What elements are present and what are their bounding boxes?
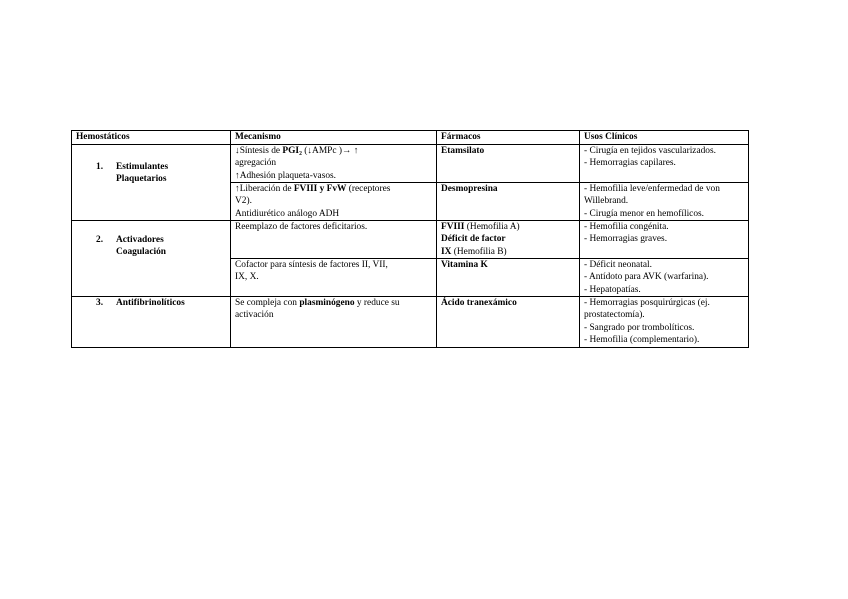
category-label: Coagulación xyxy=(116,247,167,258)
use-item: - Hemorragias capilares. xyxy=(584,158,676,169)
use-item: Willebrand. xyxy=(584,196,629,207)
category-number: 2. xyxy=(96,235,104,245)
mechanism-text: Se compleja con xyxy=(235,298,300,308)
mechanism-text: Reemplazo de factores deficitarios. xyxy=(235,222,368,232)
use-item: - Sangrado por trombolíticos. xyxy=(584,322,695,333)
use-item: - Hemofilia congénita. xyxy=(584,222,669,232)
category-antifibrinoliticos xyxy=(72,297,231,348)
table-row xyxy=(72,145,749,183)
mechanism-cell xyxy=(231,221,437,259)
category-estimulantes-plaquetarios xyxy=(72,145,231,221)
mechanism-cell xyxy=(231,183,437,221)
mechanism-text: ↑Adhesión plaqueta-vasos. xyxy=(235,170,337,181)
mechanism-cell xyxy=(231,145,437,183)
use-item: - Déficit neonatal. xyxy=(584,260,652,270)
drug-cell xyxy=(437,297,580,348)
drug-name: IX xyxy=(441,246,452,257)
mechanism-text: agregación xyxy=(235,158,277,169)
mechanism-text: y reduce su xyxy=(354,298,400,308)
category-label: Activadores xyxy=(116,235,164,245)
mechanism-text: Antidiurético análogo ADH xyxy=(235,208,340,219)
header-usos-clinicos: Usos Clínicos xyxy=(580,131,749,145)
mechanism-cell xyxy=(231,297,437,348)
use-item: - Antídoto para AVK (warfarina). xyxy=(584,272,709,283)
drug-cell xyxy=(437,183,580,221)
use-item: - Cirugía en tejidos vascularizados. xyxy=(584,146,716,156)
mechanism-text: ↑Liberación de xyxy=(235,184,294,194)
drug-name: Desmopresina xyxy=(441,184,498,194)
table-row xyxy=(72,221,749,259)
drug-name: Etamsilato xyxy=(441,146,485,156)
uses-cell xyxy=(580,183,749,221)
mechanism-text: activación xyxy=(235,310,274,321)
uses-cell xyxy=(580,259,749,297)
mechanism-bold: plasminógeno xyxy=(299,298,355,308)
category-label: Estimulantes xyxy=(116,162,169,172)
use-item: - Hemorragias graves. xyxy=(584,234,668,245)
drug-name: FVIII xyxy=(441,222,465,232)
header-farmacos: Fármacos xyxy=(437,131,580,145)
mechanism-text: Cofactor para síntesis de factores II, VII, xyxy=(235,260,388,270)
mechanism-cell xyxy=(231,259,437,297)
category-number: 3. xyxy=(96,298,104,308)
mechanism-text: (receptores xyxy=(346,184,391,194)
category-label: Antifibrinolíticos xyxy=(116,298,185,308)
mechanism-text: (↓AMPc )→ ↑ xyxy=(301,146,359,156)
use-item: - Hemorragias posquirúrgicas (ej. xyxy=(584,298,710,308)
use-item: prostatectomía). xyxy=(584,310,645,321)
mechanism-bold: FVIII y FvW xyxy=(293,184,347,194)
mechanism-bold: PGI₂ xyxy=(282,146,302,156)
use-item: - Hepatopatías. xyxy=(584,284,641,295)
mechanism-text: V2). xyxy=(235,196,252,207)
category-activadores-coagulacion xyxy=(72,221,231,297)
mechanism-text: IX, X. xyxy=(235,272,259,283)
category-label: Plaquetarios xyxy=(116,174,167,185)
category-number: 1. xyxy=(96,162,104,172)
drug-name: Déficit de factor xyxy=(441,234,506,245)
drug-cell xyxy=(437,221,580,259)
drug-cell xyxy=(437,259,580,297)
header-hemostaticos: Hemostáticos xyxy=(72,131,231,145)
table-header-row xyxy=(72,131,749,145)
uses-cell xyxy=(580,145,749,183)
drug-name: Ácido tranexámico xyxy=(441,298,517,308)
header-mecanismo: Mecanismo xyxy=(231,131,437,145)
drug-cell xyxy=(437,145,580,183)
hemostatics-table xyxy=(71,130,749,348)
use-item: - Hemofilia leve/enfermedad de von xyxy=(584,184,720,194)
drug-note: (Hemofilia A) xyxy=(464,222,520,232)
drug-note: (Hemofilia B) xyxy=(451,246,507,257)
drug-name: Vitamina K xyxy=(441,260,488,270)
uses-cell xyxy=(580,297,749,348)
use-item: - Cirugía menor en hemofílicos. xyxy=(584,208,705,219)
use-item: - Hemofilia (complementario). xyxy=(584,334,700,345)
uses-cell xyxy=(580,221,749,259)
mechanism-text: ↓Síntesis de xyxy=(235,146,283,156)
table-row xyxy=(72,297,749,348)
